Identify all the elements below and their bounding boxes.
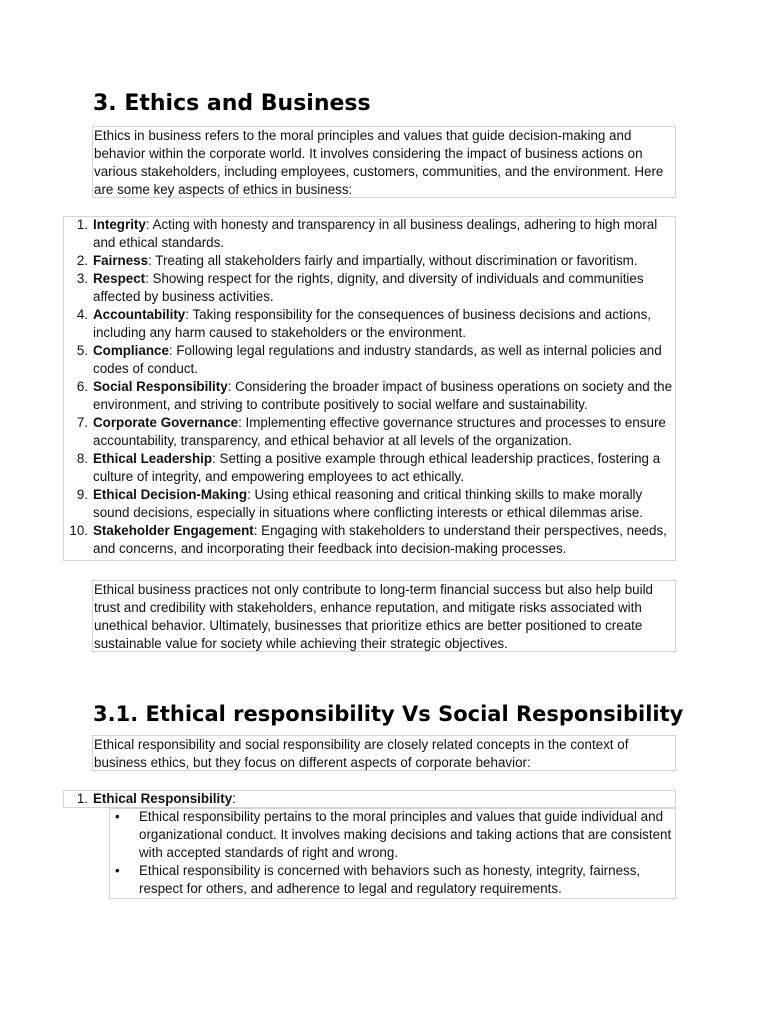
ethical-responsibility-item xyxy=(63,790,676,808)
list-text: : Using ethical reasoning and critical thinking skills to make morally sound decisions, especially in situations where conflicting interests or ethical dilemmas arise. xyxy=(93,487,644,520)
list-item xyxy=(63,450,679,486)
list-number: 6. xyxy=(76,379,88,394)
list-number: 7. xyxy=(76,415,88,430)
section-intro-paragraph: Ethics in business refers to the moral principles and values that guide decision-making and behavior within the corporate world. It involves considering the impact of business actions on various stakeholders, including employees, customers, communities, and the environment. Here are some key aspects of ethics in business: xyxy=(92,126,676,198)
list-text: : Treating all stakeholders fairly and impartially, without discrimination or favoritism. xyxy=(148,253,638,268)
list-number: 8. xyxy=(76,451,88,466)
list-text: : xyxy=(232,791,236,806)
section-closing-paragraph: Ethical business practices not only contribute to long-term financial success but also help build trust and credibility with stakeholders, enhance reputation, and mitigate risks associated with unethical behavior. Ultimately, businesses that prioritize ethics are better positioned to create sustainable value for society while achieving their strategic objectives. xyxy=(92,580,676,652)
section-heading: 3. Ethics and Business xyxy=(93,91,371,116)
list-term: Ethical Leadership xyxy=(93,451,213,466)
list-term: Respect xyxy=(93,271,146,286)
ethics-aspects-list xyxy=(63,216,679,558)
list-text: : Showing respect for the rights, dignity, and diversity of individuals and communities affected by business activities. xyxy=(93,271,644,304)
subsection-heading: 3.1. Ethical responsibility Vs Social Responsibility xyxy=(93,702,684,726)
list-item xyxy=(63,486,679,522)
list-term: Integrity xyxy=(93,217,146,232)
bullet-text: Ethical responsibility is concerned with behaviors such as honesty, integrity, fairness, respect for others, and adherence to legal and regulatory requirements. xyxy=(139,863,641,896)
subsection-intro-paragraph: Ethical responsibility and social responsibility are closely related concepts in the context of business ethics, but they focus on different aspects of corporate behavior: xyxy=(92,735,676,771)
list-text: : Implementing effective governance structures and processes to ensure accountability, transparency, and ethical behavior at all levels of the organization. xyxy=(93,415,666,448)
bullet-text: Ethical responsibility pertains to the moral principles and values that guide individual and organizational conduct. It involves making decisions and taking actions that are consistent with accepted standards of right and wrong. xyxy=(139,809,672,860)
list-text: : Acting with honesty and transparency in all business dealings, adhering to high moral and ethical standards. xyxy=(93,217,658,250)
list-term: Ethical Decision-Making xyxy=(93,487,248,502)
list-item xyxy=(63,522,679,558)
bullet-icon: • xyxy=(115,863,120,878)
list-item xyxy=(63,216,679,252)
list-term: Accountability xyxy=(93,307,186,322)
list-text: : Considering the broader impact of business operations on society and the environment, and striving to contribute positively to social welfare and sustainability. xyxy=(93,379,673,412)
list-term: Corporate Governance xyxy=(93,415,239,430)
list-term: Fairness xyxy=(93,253,149,268)
list-text: : Following legal regulations and industry standards, as well as internal policies and codes of conduct. xyxy=(93,343,662,376)
list-number: 2. xyxy=(76,253,88,268)
list-number: 1. xyxy=(76,791,88,806)
list-item xyxy=(63,270,679,306)
list-number: 9. xyxy=(76,487,88,502)
ethical-responsibility-bullets xyxy=(109,808,676,898)
list-item xyxy=(63,342,679,378)
list-text: : Taking responsibility for the consequences of business decisions and actions, including any harm caused to stakeholders or the environment. xyxy=(93,307,651,340)
list-term: Ethical Responsibility xyxy=(93,791,233,806)
list-item xyxy=(63,378,679,414)
list-text: : Engaging with stakeholders to understand their perspectives, needs, and concerns, and incorporating their feedback into decision-making processes. xyxy=(93,523,667,556)
bullet-item xyxy=(109,862,676,898)
list-number: 3. xyxy=(76,271,88,286)
list-term: Social Responsibility xyxy=(93,379,228,394)
list-item xyxy=(63,252,679,270)
list-item xyxy=(63,306,679,342)
bullet-item xyxy=(109,808,676,862)
list-number: 1. xyxy=(76,217,88,232)
list-number: 4. xyxy=(76,307,88,322)
list-number: 5. xyxy=(76,343,88,358)
bullet-icon: • xyxy=(115,809,120,824)
list-number: 10. xyxy=(69,523,88,538)
list-item xyxy=(63,414,679,450)
list-term: Compliance xyxy=(93,343,169,358)
list-term: Stakeholder Engagement xyxy=(93,523,254,538)
list-text: : Setting a positive example through ethical leadership practices, fostering a culture of integrity, and empowering employees to act ethically. xyxy=(93,451,661,484)
